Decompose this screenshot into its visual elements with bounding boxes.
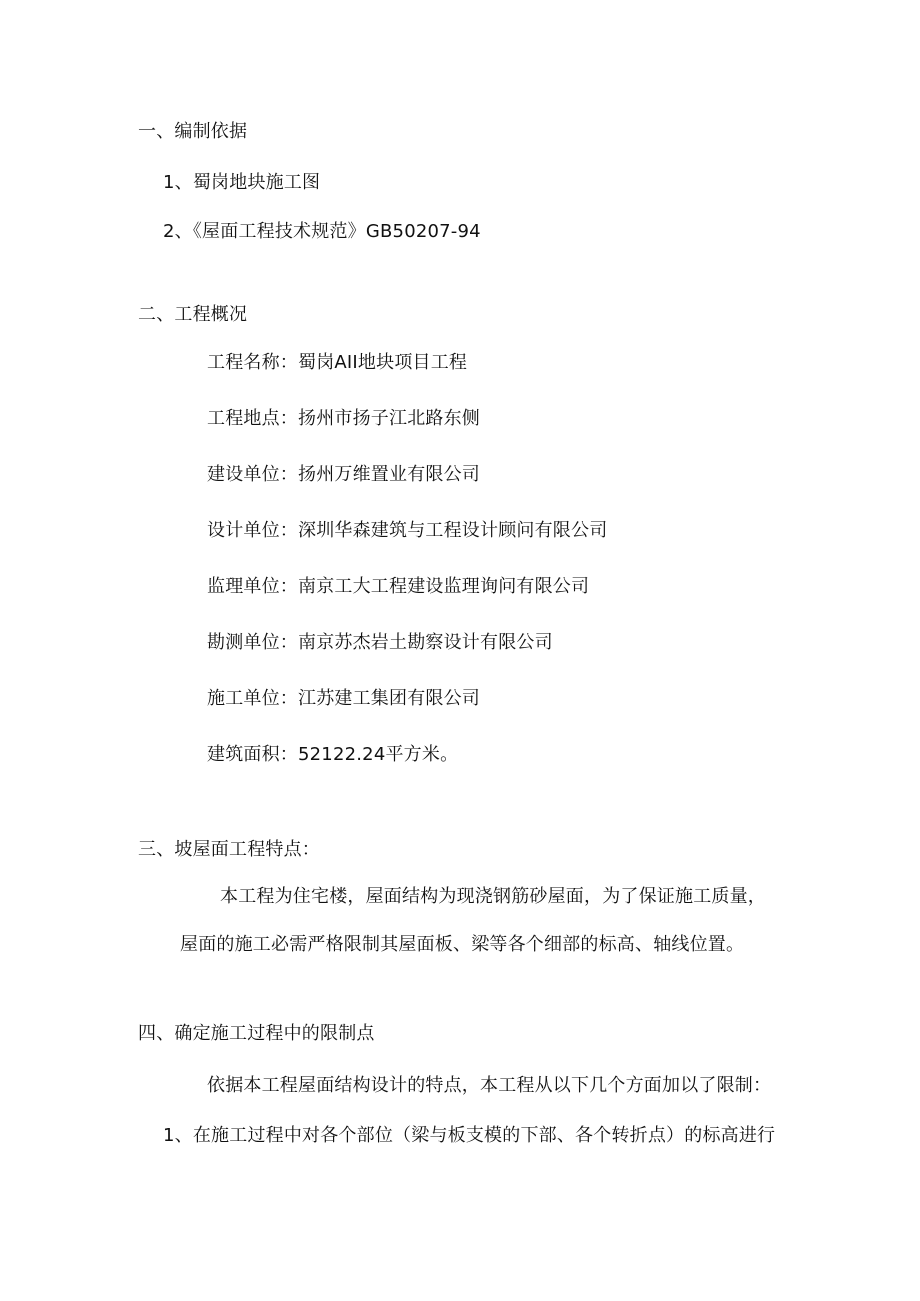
survey-unit: 勘测单位：南京苏杰岩土勘察设计有限公司	[207, 632, 553, 653]
construction-unit: 施工单位：江苏建工集团有限公司	[207, 688, 480, 709]
building-area: 建筑面积：52122.24平方米。	[207, 744, 459, 765]
features-paragraph-line-1: 本工程为住宅楼，屋面结构为现浇钢筋砂屋面，为了保证施工质量，	[220, 886, 766, 907]
section-heading-features: 三、坡屋面工程特点：	[138, 839, 320, 860]
section-heading-control-points: 四、确定施工过程中的限制点	[138, 1023, 375, 1044]
project-name: 工程名称：蜀岗AII地块项目工程	[207, 352, 468, 373]
control-points-paragraph: 依据本工程屋面结构设计的特点，本工程从以下几个方面加以了限制：	[207, 1075, 772, 1096]
owner-unit: 建设单位：扬州万维置业有限公司	[207, 464, 480, 485]
control-point-item-1: 1、在施工过程中对各个部位（梁与板支模的下部、各个转折点）的标高进行	[163, 1125, 776, 1146]
design-unit: 设计单位：深圳华森建筑与工程设计顾问有限公司	[207, 520, 608, 541]
supervision-unit: 监理单位：南京工大工程建设监理询问有限公司	[207, 576, 590, 597]
section-heading-overview: 二、工程概况	[138, 304, 248, 325]
features-paragraph-line-2: 屋面的施工必需严格限制其屋面板、梁等各个细部的标高、轴线位置。	[180, 934, 745, 955]
section-heading-basis: 一、编制依据	[138, 121, 248, 142]
project-location: 工程地点：扬州市扬子江北路东侧	[207, 408, 480, 429]
basis-item-2: 2、《屋面工程技术规范》GB50207-94	[163, 221, 481, 242]
basis-item-1: 1、蜀岗地块施工图	[163, 172, 321, 193]
